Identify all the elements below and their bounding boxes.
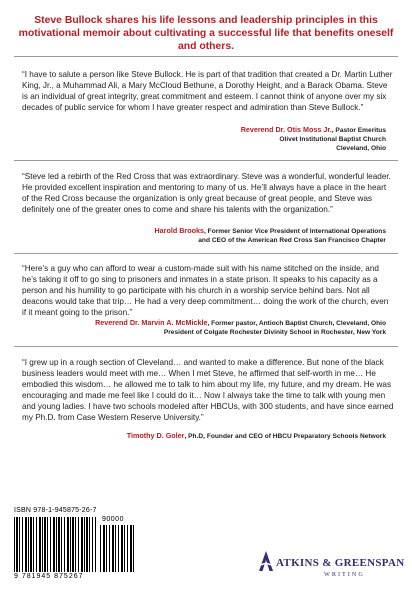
publisher-name: ATKINS & GREENSPAN <box>276 557 405 569</box>
attribution-name: Timothy D. Goler <box>126 431 185 440</box>
quote-3: “Here’s a guy who can afford to wear a custom-made suit with his name stitched on the inside, and he’s taking it off to go sing to prisoners and inmates in a state prison. It speaks to his capacity as a person and his humility to go participate with his church in a worship service behind bars. Not all deacons would take that trip… He had a very deep commitment… doing the work of the church, even if it meant going to the prison.” <box>22 264 389 317</box>
barcode-bars <box>14 517 96 572</box>
divider <box>14 160 398 161</box>
publisher-logo <box>258 548 405 588</box>
attribution-name: Harold Brooks <box>154 226 205 235</box>
publisher-logo-icon <box>258 550 274 572</box>
isbn-barcode <box>14 507 136 585</box>
attribution-title: , Former Senior Vice President of International Operations <box>204 228 386 235</box>
attribution-line: President of Colgate Rochester Divinity School in Rochester, New York <box>163 329 386 336</box>
ean-number: 9 781945 875267 <box>14 573 84 580</box>
divider <box>14 346 398 347</box>
intro-blurb: Steve Bullock shares his life lessons and leadership principles in this motivational memoir about cultivating a successful life that benefits oneself and others. <box>18 15 394 52</box>
quote-1: “I have to salute a person like Steve Bullock. He is part of that tradition that created a Dr. Martin Luther King, Jr., a Muhammad Ali, a Mary McCloud Bethune, a Dorothy Height, and a Barack Obama. Steve is an individual of great integrity, great commitment and esteem. I cannot think of anyone over my six decades of public service for whom I have greater respect and admiration than Steve Bullock.” <box>22 70 393 112</box>
divider <box>14 253 398 254</box>
divider <box>14 56 398 57</box>
barcode-addon-number: 90000 <box>102 516 124 523</box>
attribution-line: Cleveland, Ohio <box>336 145 386 152</box>
attribution-name: Reverend Dr. Marvin A. McMickle <box>95 318 208 327</box>
barcode-addon-bars <box>100 525 134 572</box>
attribution-title: , Former pastor, Antioch Baptist Church, Cleveland, Ohio <box>207 320 386 327</box>
attribution-3 <box>95 318 386 337</box>
attribution-name: Reverend Dr. Otis Moss Jr. <box>240 125 332 134</box>
attribution-title: , Pastor Emeritus <box>331 127 386 134</box>
quote-4: “I grew up in a rough section of Cleveland… and wanted to make a difference. But none of the black business leaders would meet with me… When I met Steve, he affirmed that self-worth in me… He embodied this wisdom… he allowed me to talk to him about my life, my future, and my dream. He was encouraging and made me feel like I could do it… Now I always take the time to talk with young men and young ladies. I have two schools modeled after HBCUs, with 300 students, and have since earned my Ph.D. from Case Western Reserve University.” <box>22 358 394 422</box>
attribution-line: Olivet Institutional Baptist Church <box>279 136 386 143</box>
publisher-sub: WRITING <box>324 571 365 578</box>
attribution-1 <box>241 125 386 153</box>
isbn-number: ISBN 978-1-945875-26-7 <box>14 507 97 514</box>
attribution-2 <box>154 226 386 245</box>
attribution-line: and CEO of the American Red Cross San Francisco Chapter <box>198 237 386 244</box>
attribution-4 <box>127 431 386 441</box>
attribution-title: , Ph.D, Founder and CEO of HBCU Preparatory Schools Network <box>184 433 386 440</box>
quote-2: “Steve led a rebirth of the Red Cross that was extraordinary. Steve was a wonderful, wonderful leader. He provided excellent inspiration and mentoring to many of us. He’ll always have a place in the heart of the Red Cross because the organization is only great because of great people, and Steve was definitely one of the greater ones to come and share his talents with the organization.” <box>22 172 391 214</box>
